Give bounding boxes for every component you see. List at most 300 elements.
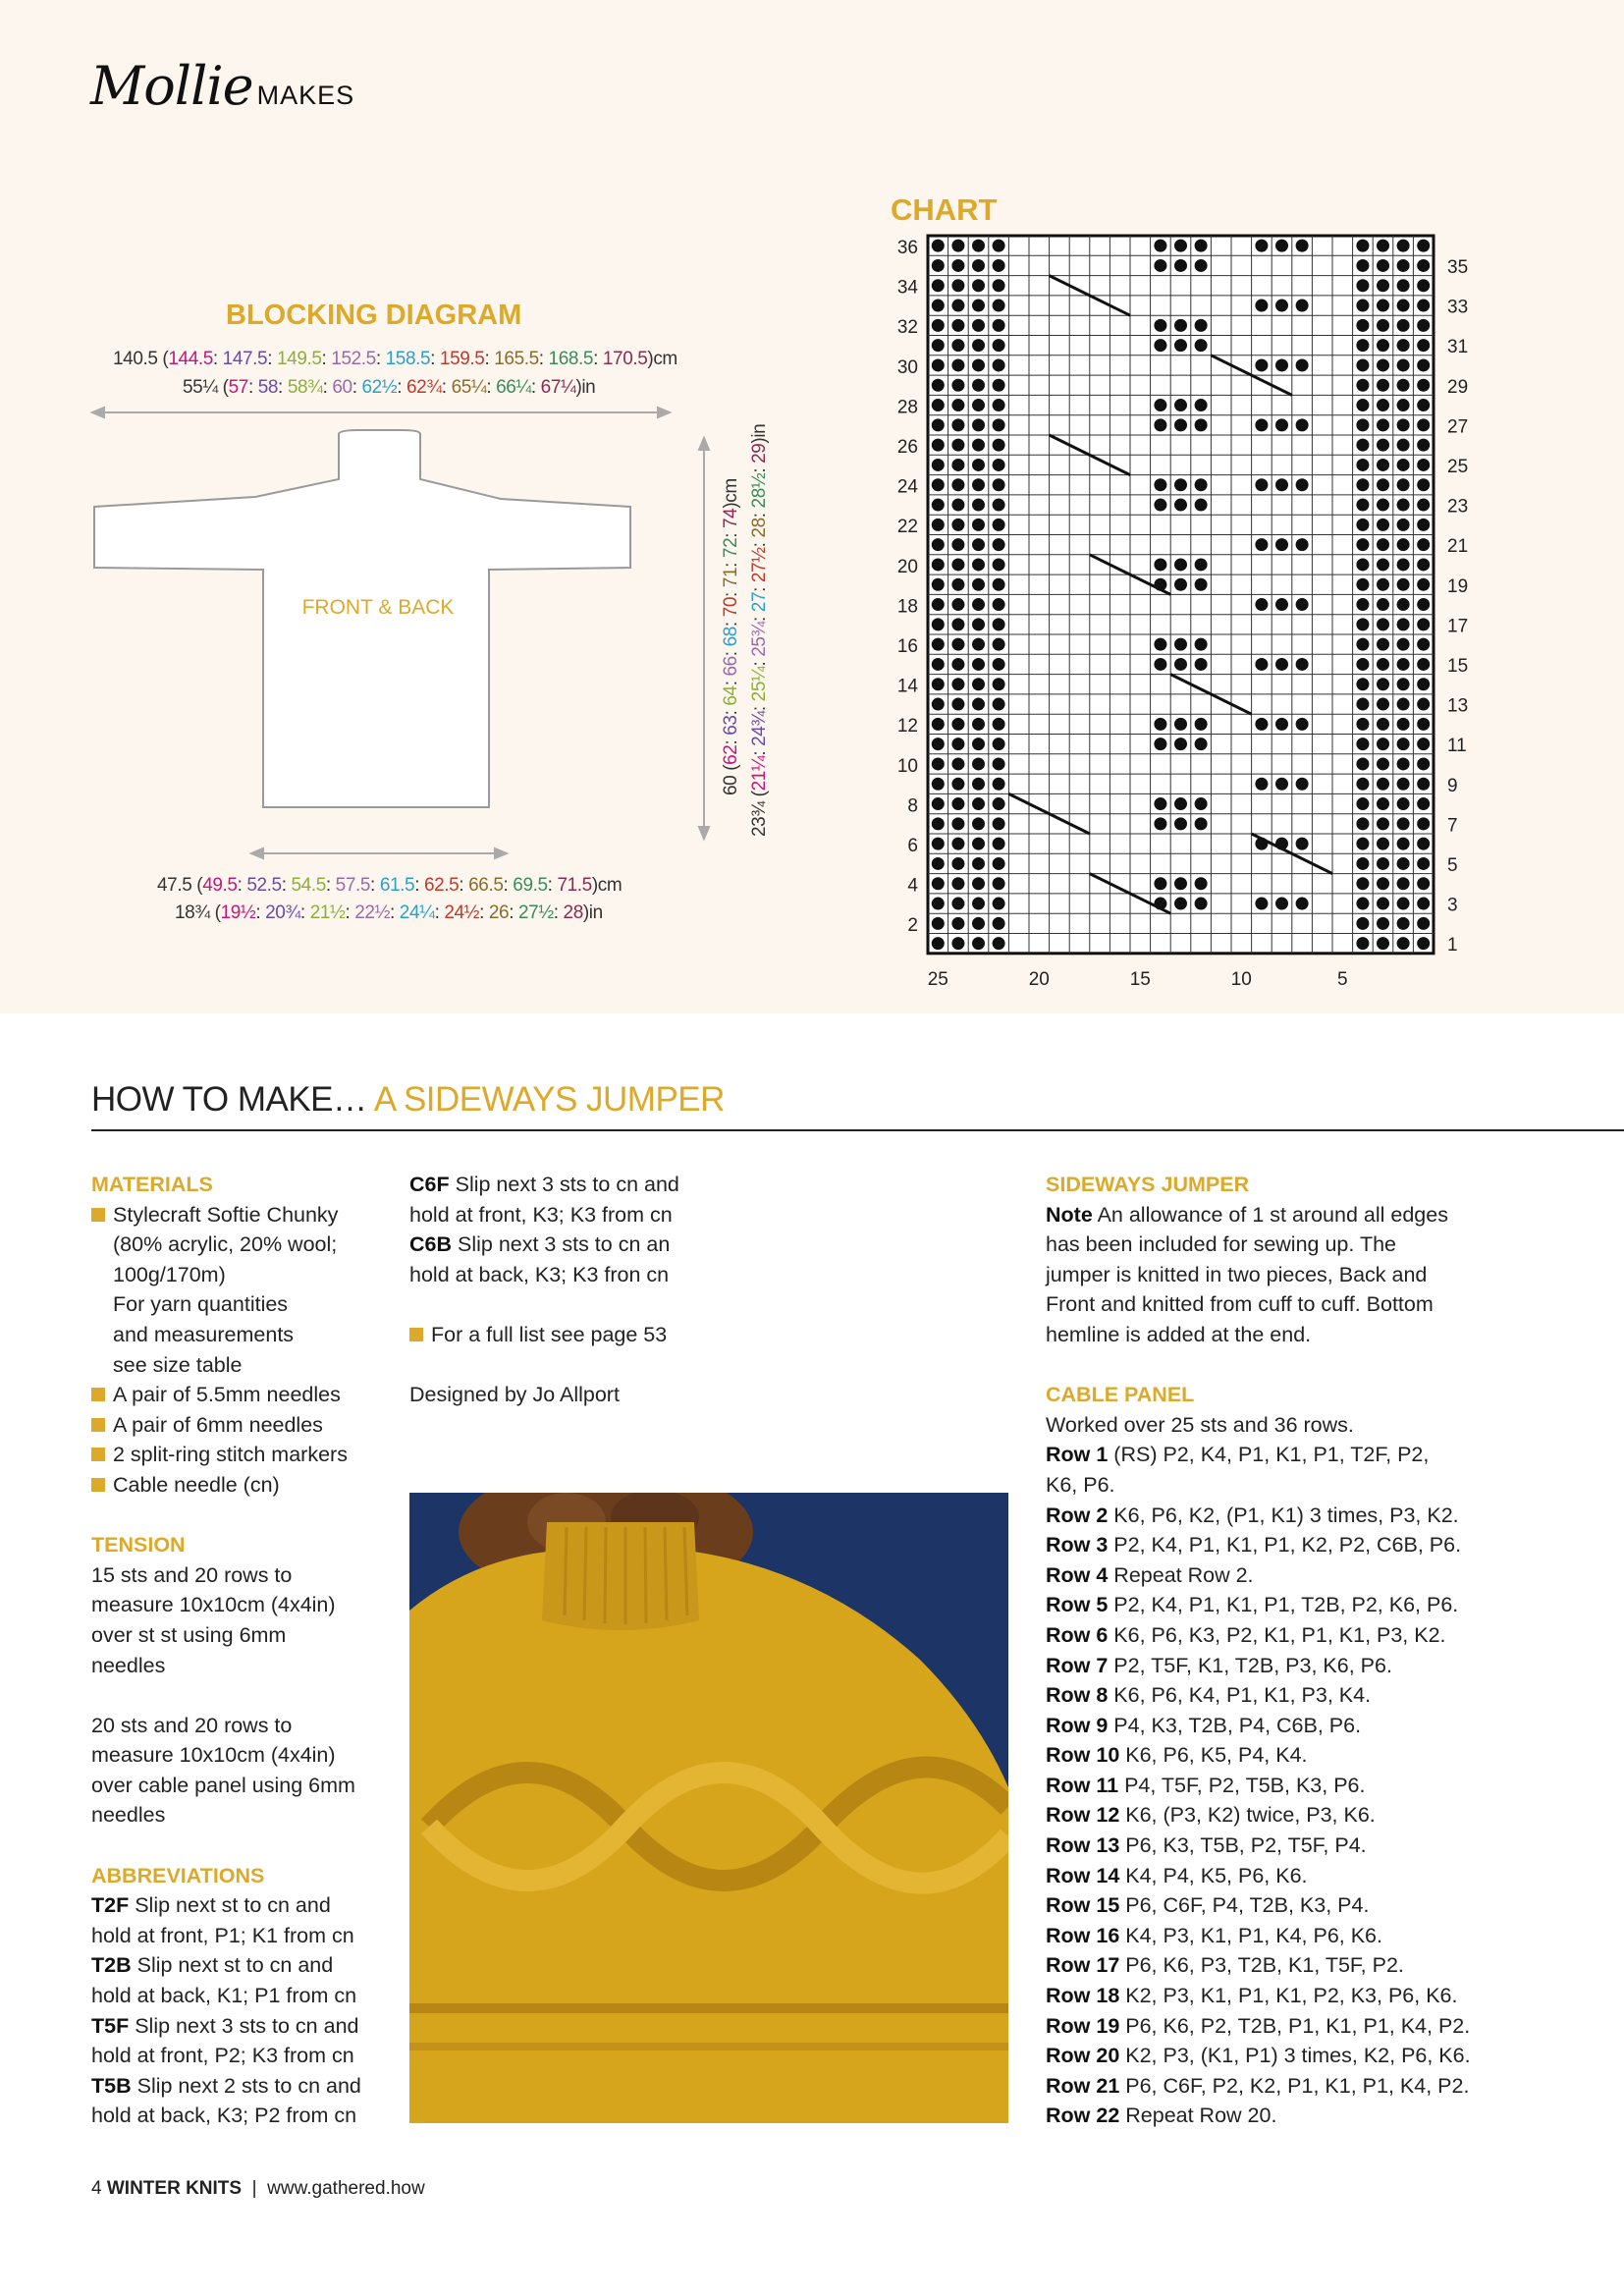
purl-dot: [1356, 898, 1369, 910]
purl-dot: [951, 857, 964, 870]
abbreviation-item: [91, 1890, 386, 1921]
spacer: [1046, 1350, 1507, 1381]
footer-url[interactable]: www.gathered.how: [267, 2178, 425, 2199]
front-back-label: FRONT & BACK: [301, 596, 455, 619]
heading-rule: [91, 1129, 1624, 1131]
purl-dot: [1174, 638, 1187, 651]
cable-panel-title: CABLE PANEL: [1046, 1383, 1195, 1407]
purl-dot: [932, 519, 945, 531]
purl-dot: [1377, 319, 1389, 332]
purl-dot: [1417, 339, 1430, 352]
purl-dot: [1296, 778, 1309, 791]
purl-dot: [1174, 817, 1187, 830]
heading-accent: A SIDEWAYS JUMPER: [373, 1080, 725, 1119]
row-instruction: [1046, 1771, 1507, 1801]
materials-title: MATERIALS: [91, 1173, 213, 1196]
purl-dot: [993, 399, 1005, 411]
term-text: Repeat Row 20.: [1119, 2104, 1277, 2128]
row-label-left: 32: [896, 317, 918, 339]
term-label: T2F: [91, 1893, 130, 1918]
row-label-right: 27: [1447, 416, 1469, 438]
row-instruction: [1046, 1921, 1507, 1951]
purl-dot: [951, 459, 964, 471]
width-in-sizes: 55¼ (57: 58: 58¾: 60: 62½: 62¾: 65¼: 66¼: 67¼)in: [183, 377, 596, 398]
purl-dot: [1255, 598, 1268, 611]
purl-dot: [1255, 658, 1268, 671]
row-label-right: 23: [1447, 496, 1469, 518]
purl-dot: [993, 738, 1005, 750]
purl-dot: [951, 259, 964, 272]
purl-dot: [1417, 279, 1430, 292]
purl-dot: [1356, 937, 1369, 950]
purl-dot: [932, 399, 945, 411]
purl-dot: [1356, 319, 1369, 332]
purl-dot: [1296, 658, 1309, 671]
purl-dot: [1417, 778, 1430, 791]
purl-dot: [1275, 778, 1288, 791]
row-label-right: 7: [1447, 815, 1458, 837]
purl-dot: [1195, 418, 1208, 431]
purl-dot: [993, 578, 1005, 591]
jumper-photo: [409, 1493, 1008, 2123]
instructions-title: SIDEWAYS JUMPER: [1046, 1173, 1250, 1196]
term-label: Row 13: [1046, 1833, 1120, 1858]
purl-dot: [1417, 898, 1430, 910]
purl-dot: [1417, 757, 1430, 770]
purl-dot: [972, 300, 985, 312]
purl-dot: [951, 898, 964, 910]
note-text: hemline is added at the end.: [1046, 1322, 1312, 1346]
purl-dot: [1154, 259, 1166, 272]
purl-dot: [1356, 379, 1369, 392]
purl-dot: [932, 718, 945, 731]
purl-dot: [932, 638, 945, 651]
purl-dot: [1296, 718, 1309, 731]
purl-dot: [1377, 937, 1389, 950]
purl-dot: [993, 339, 1005, 352]
purl-dot: [1397, 358, 1410, 371]
term-text: Slip next 3 sts to cn and: [449, 1173, 679, 1196]
purl-dot: [972, 877, 985, 890]
height-cm-sizes: 60 (62: 63: 64: 66: 68: 70: 71: 72: 74)cm: [721, 478, 741, 795]
purl-dot: [1356, 698, 1369, 711]
purl-dot: [1417, 300, 1430, 312]
purl-dot: [1417, 817, 1430, 830]
row-instruction: [1046, 1800, 1507, 1831]
purl-dot: [932, 698, 945, 711]
purl-dot: [1377, 598, 1389, 611]
purl-dot: [1195, 718, 1208, 731]
purl-dot: [1356, 778, 1369, 791]
material-item: [91, 1200, 386, 1230]
purl-dot: [972, 898, 985, 910]
abbreviation-item: [91, 2071, 386, 2102]
purl-dot: [993, 439, 1005, 452]
purl-dot: [1377, 259, 1389, 272]
purl-dot: [1417, 718, 1430, 731]
material-text: Stylecraft Softie Chunky: [113, 1202, 339, 1227]
purl-dot: [932, 240, 945, 252]
purl-dot: [932, 578, 945, 591]
purl-dot: [951, 817, 964, 830]
purl-dot: [1417, 499, 1430, 512]
column-instructions: [1046, 1170, 1507, 2131]
row-label-right: 35: [1447, 257, 1469, 278]
purl-dot: [1174, 797, 1187, 810]
full-list-text: For a full list see page 53: [431, 1322, 668, 1346]
term-label: Row 17: [1046, 1953, 1120, 1978]
purl-dot: [1356, 519, 1369, 531]
garment-outline: [94, 430, 630, 807]
spacer: [409, 1350, 724, 1381]
purl-dot: [1356, 478, 1369, 491]
purl-dot: [1397, 598, 1410, 611]
footer-page: 4: [91, 2178, 102, 2199]
purl-dot: [1174, 898, 1187, 910]
term-text: P4, T5F, P2, T5B, K3, P6.: [1118, 1773, 1366, 1797]
abbreviation-text: hold at back, K3; K3 fron cn: [409, 1262, 670, 1286]
row-label-right: 1: [1447, 935, 1458, 957]
bullet-icon: [91, 1448, 105, 1461]
purl-dot: [932, 459, 945, 471]
row-instruction: [1046, 1711, 1507, 1741]
term-text: (RS) P2, K4, P1, K1, P1, T2F, P2,: [1108, 1443, 1430, 1467]
purl-dot: [1356, 718, 1369, 731]
purl-dot: [1195, 898, 1208, 910]
purl-dot: [951, 418, 964, 431]
purl-dot: [1377, 618, 1389, 630]
purl-dot: [1397, 778, 1410, 791]
purl-dot: [993, 478, 1005, 491]
tension-text: measure 10x10cm (4x4in): [91, 1743, 336, 1768]
purl-dot: [993, 358, 1005, 371]
purl-dot: [1417, 459, 1430, 471]
purl-dot: [951, 838, 964, 850]
row-instruction-cont: K6, P6.: [1046, 1472, 1115, 1497]
purl-dot: [1417, 558, 1430, 571]
purl-dot: [1174, 259, 1187, 272]
term-label: Row 4: [1046, 1562, 1109, 1587]
col-label: 20: [1028, 968, 1050, 990]
purl-dot: [951, 678, 964, 690]
row-label-left: 12: [896, 716, 918, 738]
row-instruction: [1046, 1651, 1507, 1681]
note-text: Front and knitted from cuff to cuff. Bottom: [1046, 1292, 1434, 1317]
term-label: C6F: [409, 1173, 450, 1196]
purl-dot: [1255, 898, 1268, 910]
footer-title: WINTER KNITS: [106, 2178, 243, 2199]
purl-dot: [1397, 877, 1410, 890]
material-detail: 100g/170m): [113, 1262, 226, 1286]
purl-dot: [1417, 738, 1430, 750]
purl-dot: [972, 459, 985, 471]
row-label-right: 5: [1447, 855, 1458, 876]
purl-dot: [1195, 558, 1208, 571]
term-label: Row 3: [1046, 1533, 1109, 1558]
term-text: P6, C6F, P2, K2, P1, K1, P1, K4, P2.: [1119, 2073, 1470, 2098]
purl-dot: [951, 499, 964, 512]
row-instruction: [1046, 1740, 1507, 1771]
purl-dot: [1397, 300, 1410, 312]
purl-dot: [993, 838, 1005, 850]
purl-dot: [1397, 538, 1410, 551]
purl-dot: [1255, 300, 1268, 312]
purl-dot: [1377, 279, 1389, 292]
term-text: P2, K4, P1, K1, P1, K2, P2, C6B, P6.: [1108, 1533, 1462, 1558]
purl-dot: [972, 937, 985, 950]
col-label: 25: [927, 968, 948, 990]
purl-dot: [1377, 240, 1389, 252]
purl-dot: [1356, 817, 1369, 830]
spacer: [91, 1680, 386, 1711]
term-text: K2, P3, K1, P1, K1, P2, K3, P6, K6.: [1119, 1984, 1458, 2008]
purl-dot: [1417, 439, 1430, 452]
row-instruction: [1046, 1501, 1507, 1531]
purl-dot: [951, 797, 964, 810]
purl-dot: [1296, 418, 1309, 431]
purl-dot: [1255, 358, 1268, 371]
purl-dot: [1356, 300, 1369, 312]
purl-dot: [972, 279, 985, 292]
purl-dot: [951, 300, 964, 312]
purl-dot: [1296, 838, 1309, 850]
purl-dot: [1377, 797, 1389, 810]
term-label: T5B: [91, 2073, 132, 2098]
purl-dot: [1417, 519, 1430, 531]
purl-dot: [1377, 738, 1389, 750]
term-text: Slip next 2 sts to cn and: [131, 2073, 361, 2098]
abbreviation-text: hold at back, K1; P1 from cn: [91, 1984, 357, 2008]
purl-dot: [1174, 319, 1187, 332]
purl-dot: [1356, 917, 1369, 930]
row-label-left: 36: [896, 238, 918, 258]
purl-dot: [972, 519, 985, 531]
purl-dot: [1195, 319, 1208, 332]
abbreviation-text: hold at back, K3; P2 from cn: [91, 2104, 357, 2128]
purl-dot: [1417, 638, 1430, 651]
note-text: has been included for sewing up. The: [1046, 1232, 1396, 1257]
purl-dot: [1417, 578, 1430, 591]
term-label: T2B: [91, 1953, 132, 1978]
purl-dot: [932, 339, 945, 352]
purl-dot: [972, 379, 985, 392]
purl-dot: [1275, 478, 1288, 491]
purl-dot: [1377, 538, 1389, 551]
purl-dot: [951, 937, 964, 950]
spacer: [409, 1289, 724, 1320]
purl-dot: [993, 379, 1005, 392]
term-label: Row 9: [1046, 1713, 1109, 1737]
purl-dot: [1417, 259, 1430, 272]
purl-dot: [1356, 857, 1369, 870]
purl-dot: [1154, 240, 1166, 252]
purl-dot: [1397, 439, 1410, 452]
tension-text: over cable panel using 6mm: [91, 1773, 355, 1797]
spacer: [91, 1501, 386, 1531]
col-label: 5: [1337, 968, 1348, 990]
purl-dot: [1255, 240, 1268, 252]
purl-dot: [1255, 418, 1268, 431]
purl-dot: [951, 598, 964, 611]
purl-dot: [1377, 358, 1389, 371]
purl-dot: [1397, 898, 1410, 910]
material-item: [91, 1380, 386, 1410]
purl-dot: [951, 618, 964, 630]
row-label-right: 3: [1447, 895, 1458, 916]
purl-dot: [951, 578, 964, 591]
purl-dot: [972, 778, 985, 791]
row-label-left: 30: [896, 356, 918, 378]
footer: [91, 2178, 425, 2200]
purl-dot: [1154, 638, 1166, 651]
row-label-right: 9: [1447, 775, 1458, 796]
purl-dot: [1397, 817, 1410, 830]
purl-dot: [1356, 578, 1369, 591]
purl-dot: [1154, 418, 1166, 431]
row-instruction: [1046, 2041, 1507, 2071]
purl-dot: [1195, 638, 1208, 651]
purl-dot: [993, 418, 1005, 431]
purl-dot: [993, 618, 1005, 630]
purl-dot: [1417, 877, 1430, 890]
purl-dot: [972, 638, 985, 651]
term-text: K6, P6, K2, (P1, K1) 3 times, P3, K2.: [1108, 1503, 1459, 1527]
abbreviation-item: [91, 2011, 386, 2042]
purl-dot: [993, 240, 1005, 252]
purl-dot: [1417, 797, 1430, 810]
purl-dot: [972, 439, 985, 452]
purl-dot: [972, 578, 985, 591]
purl-dot: [1356, 459, 1369, 471]
purl-dot: [993, 459, 1005, 471]
purl-dot: [1377, 857, 1389, 870]
purl-dot: [993, 678, 1005, 690]
material-item: [91, 1440, 386, 1470]
purl-dot: [1154, 499, 1166, 512]
full-list-note: [409, 1320, 724, 1350]
bottom-arrow: [251, 848, 507, 858]
purl-dot: [1377, 439, 1389, 452]
purl-dot: [993, 519, 1005, 531]
material-text: A pair of 5.5mm needles: [113, 1383, 341, 1407]
term-label: Row 14: [1046, 1863, 1120, 1887]
purl-dot: [1397, 638, 1410, 651]
purl-dot: [1356, 558, 1369, 571]
purl-dot: [1397, 618, 1410, 630]
purl-dot: [1174, 399, 1187, 411]
term-label: Row 11: [1046, 1773, 1119, 1797]
height-in-sizes: 23¾ (21¼: 24¾: 25¼: 25¾: 27: 27½: 28: 28½: 29)in: [749, 423, 770, 837]
purl-dot: [993, 857, 1005, 870]
purl-dot: [1154, 817, 1166, 830]
purl-dot: [932, 857, 945, 870]
purl-dot: [1377, 519, 1389, 531]
purl-dot: [1356, 339, 1369, 352]
purl-dot: [993, 319, 1005, 332]
term-label: Row 6: [1046, 1622, 1109, 1647]
purl-dot: [1275, 598, 1288, 611]
purl-dot: [1195, 578, 1208, 591]
purl-dot: [993, 259, 1005, 272]
purl-dot: [951, 877, 964, 890]
purl-dot: [993, 817, 1005, 830]
purl-dot: [1356, 678, 1369, 690]
term-text: An allowance of 1 st around all edges: [1092, 1202, 1448, 1227]
row-label-left: 8: [907, 795, 918, 817]
purl-dot: [1417, 658, 1430, 671]
purl-dot: [1377, 418, 1389, 431]
purl-dot: [1275, 658, 1288, 671]
purl-dot: [951, 558, 964, 571]
purl-dot: [993, 598, 1005, 611]
purl-dot: [1377, 558, 1389, 571]
term-label: Row 20: [1046, 2044, 1120, 2068]
term-text: P2, T5F, K1, T2B, P3, K6, P6.: [1108, 1653, 1392, 1677]
purl-dot: [1397, 578, 1410, 591]
purl-dot: [972, 240, 985, 252]
purl-dot: [993, 797, 1005, 810]
purl-dot: [1417, 618, 1430, 630]
purl-dot: [993, 300, 1005, 312]
purl-dot: [1377, 838, 1389, 850]
row-label-right: 31: [1447, 337, 1469, 358]
purl-dot: [932, 598, 945, 611]
term-text: P6, K6, P2, T2B, P1, K1, P1, K4, P2.: [1119, 2013, 1471, 2038]
purl-dot: [932, 300, 945, 312]
row-instruction: [1046, 1861, 1507, 1891]
chart-title: CHART: [891, 192, 998, 227]
purl-dot: [1154, 399, 1166, 411]
bullet-icon: [91, 1418, 105, 1432]
purl-dot: [1275, 898, 1288, 910]
designer-credit: Designed by Jo Allport: [409, 1383, 620, 1407]
purl-dot: [1417, 937, 1430, 950]
purl-dot: [1296, 538, 1309, 551]
purl-dot: [972, 319, 985, 332]
abbreviation-text: hold at front, P2; K3 from cn: [91, 2044, 354, 2068]
row-label-left: 6: [907, 836, 918, 856]
purl-dot: [932, 778, 945, 791]
purl-dot: [1356, 757, 1369, 770]
material-text: A pair of 6mm needles: [113, 1412, 323, 1437]
purl-dot: [1417, 917, 1430, 930]
term-text: Slip next st to cn and: [131, 1953, 334, 1978]
col-label: 10: [1230, 968, 1252, 990]
purl-dot: [1174, 877, 1187, 890]
row-label-left: 10: [896, 755, 918, 777]
row-label-right: 25: [1447, 457, 1469, 477]
term-label: Note: [1046, 1202, 1093, 1227]
purl-dot: [1397, 240, 1410, 252]
row-instruction: [1046, 1620, 1507, 1651]
term-label: Row 5: [1046, 1593, 1109, 1617]
purl-dot: [1397, 379, 1410, 392]
purl-dot: [951, 638, 964, 651]
purl-dot: [1377, 459, 1389, 471]
purl-dot: [1417, 358, 1430, 371]
purl-dot: [1417, 678, 1430, 690]
purl-dot: [951, 279, 964, 292]
purl-dot: [1154, 718, 1166, 731]
purl-dot: [1356, 538, 1369, 551]
row-instruction: [1046, 1890, 1507, 1921]
purl-dot: [932, 478, 945, 491]
purl-dot: [951, 917, 964, 930]
purl-dot: [972, 339, 985, 352]
term-text: Slip next 3 sts to cn an: [452, 1232, 671, 1257]
row-instruction: [1046, 1680, 1507, 1711]
row-label-left: 28: [896, 397, 918, 418]
